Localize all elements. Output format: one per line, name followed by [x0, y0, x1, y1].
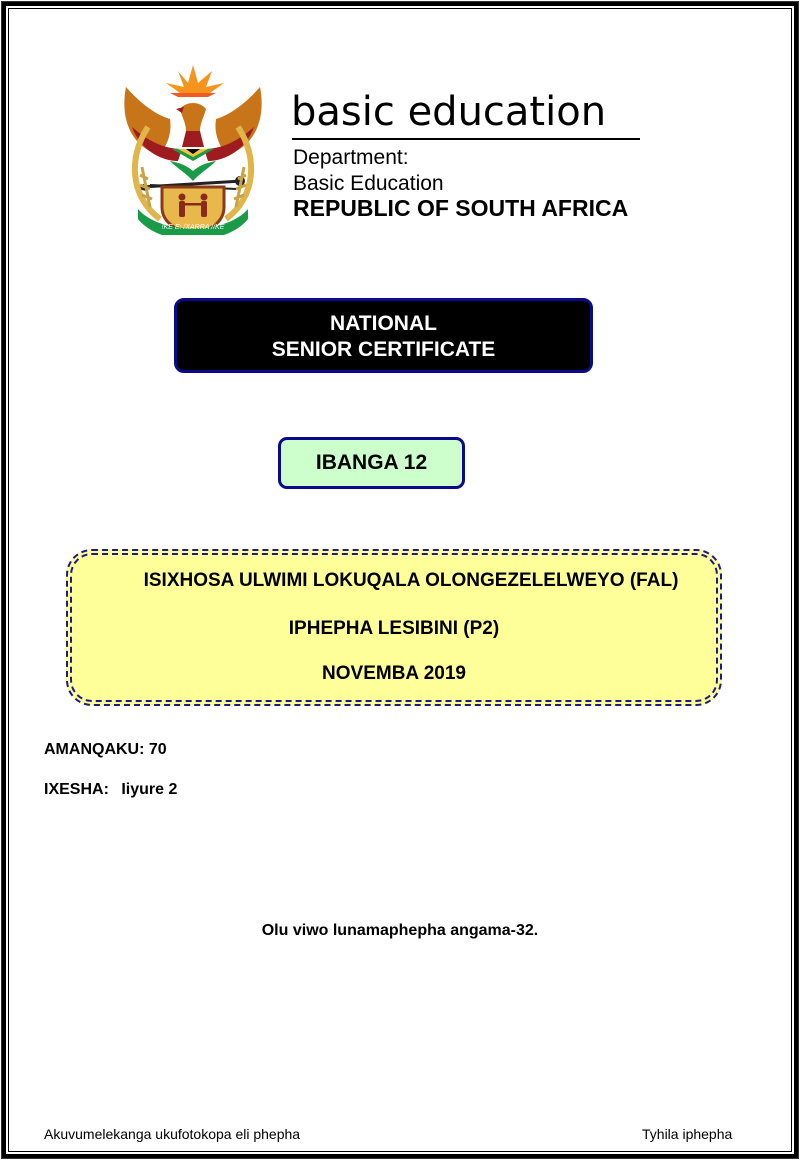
- paper-number: IPHEPHA LESIBINI (P2): [288, 618, 500, 639]
- svg-text:!KE E: /XARRA //KE: !KE E: /XARRA //KE: [161, 224, 225, 231]
- turn-page-note: Tyhila iphepha: [642, 1126, 733, 1142]
- department-name: Basic Education: [293, 172, 444, 195]
- page-count-note: Olu viwo lunamaphepha angama-32.: [261, 922, 539, 939]
- marks-value: 70: [148, 741, 167, 758]
- grade-badge: IBANGA 12: [278, 437, 465, 489]
- brand-title: basic education: [291, 89, 607, 135]
- time-label: IXESHA:: [44, 781, 109, 798]
- rising-sun-icon: [166, 65, 224, 97]
- time-info: [44, 780, 177, 800]
- copy-restriction-note: Akuvumelekanga ukufotokopa eli phepha: [44, 1126, 301, 1142]
- marks-label: AMANQAKU:: [44, 741, 145, 758]
- subject-title: ISIXHOSA ULWIMI LOKUQALA OLONGEZELELWEYO (FAL): [143, 570, 679, 591]
- certificate-line-2: SENIOR CERTIFICATE: [271, 338, 496, 361]
- certificate-banner: [174, 298, 593, 373]
- exam-session: NOVEMBA 2019: [322, 663, 466, 684]
- department-label: Department:: [293, 146, 409, 169]
- country-name: REPUBLIC OF SOUTH AFRICA: [293, 195, 629, 221]
- marks-info: [44, 740, 167, 760]
- brand-underline: [292, 138, 640, 140]
- time-value: Iiyure 2: [121, 781, 178, 798]
- certificate-line-1: NATIONAL: [330, 312, 437, 335]
- coat-of-arms-icon: [120, 57, 266, 235]
